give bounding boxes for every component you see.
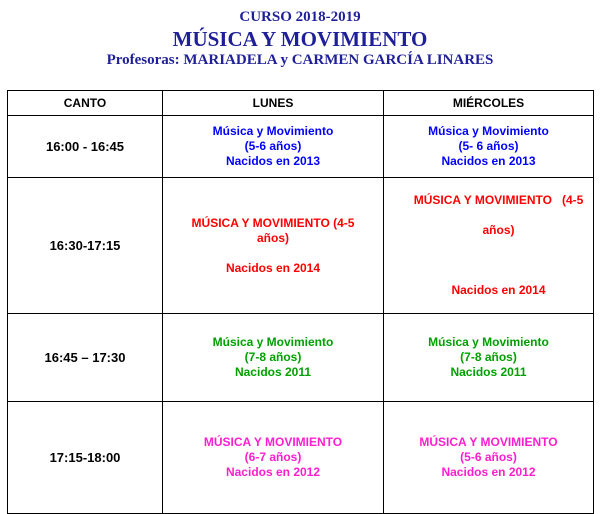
class-name: Música y Movimiento <box>428 335 549 349</box>
class-birth-year: Nacidos en 2014 <box>225 260 321 275</box>
class-name: Música y Movimiento <box>212 335 334 349</box>
teachers-line: Profesoras: MARIADELA y CARMEN GARCÍA LINARES <box>106 52 494 68</box>
class-name: MÚSICA Y MOVIMIENTO <box>419 435 558 449</box>
time-cell: 16:30-17:15 <box>8 178 163 314</box>
course-year: CURSO 2018-2019 <box>239 9 361 25</box>
class-name: MÚSICA Y MOVIMIENTO (4-5 <box>191 215 355 230</box>
class-birth-year: Nacidos en 2013 <box>225 154 321 168</box>
class-birth-year: Nacidos en 2012 <box>225 465 321 479</box>
class-birth-year: Nacidos en 2014 <box>451 283 546 297</box>
time-cell: 17:15-18:00 <box>8 402 163 514</box>
class-cell-lunes <box>163 314 384 402</box>
class-birth-year: Nacidos en 2013 <box>441 154 536 168</box>
schedule-table <box>7 90 594 514</box>
page-title: MÚSICA Y MOVIMIENTO <box>172 27 428 51</box>
class-name: Música y Movimiento <box>428 124 549 138</box>
time-cell: 16:45 – 17:30 <box>8 314 163 402</box>
class-cell-lunes <box>163 402 384 514</box>
class-ages: (7-8 años) <box>460 350 517 364</box>
class-ages: (5- 6 años) <box>458 139 519 153</box>
table-row <box>8 116 594 178</box>
class-ages: (7-8 años) <box>244 350 302 364</box>
class-ages: (5-6 años) <box>460 450 517 464</box>
class-cell-miercoles <box>384 116 594 178</box>
table-row <box>8 402 594 514</box>
class-cell-lunes <box>163 116 384 178</box>
column-header-lunes: LUNES <box>163 91 384 116</box>
class-ages: (5-6 años) <box>244 139 302 153</box>
class-name: MÚSICA Y MOVIMIENTO <box>203 435 343 449</box>
class-name: Música y Movimiento <box>212 124 334 138</box>
class-cell-miercoles <box>384 314 594 402</box>
class-birth-year: Nacidos 2011 <box>450 365 527 379</box>
class-birth-year: Nacidos en 2012 <box>441 465 536 479</box>
class-cell-miercoles <box>384 402 594 514</box>
table-header-row <box>8 91 594 116</box>
time-cell: 16:00 - 16:45 <box>8 116 163 178</box>
table-row <box>8 178 594 314</box>
table-row <box>8 314 594 402</box>
class-cell-miercoles <box>384 178 594 314</box>
class-ages: años) <box>482 223 515 237</box>
class-cell-lunes <box>163 178 384 314</box>
class-name: MÚSICA Y MOVIMIENTO (4-5 <box>413 193 584 207</box>
class-ages: (6-7 años) <box>244 450 302 464</box>
class-ages: años) <box>256 230 289 245</box>
column-header-canto: CANTO <box>8 91 163 116</box>
column-header-miercoles: MIÉRCOLES <box>384 91 594 116</box>
class-birth-year: Nacidos 2011 <box>234 365 312 379</box>
